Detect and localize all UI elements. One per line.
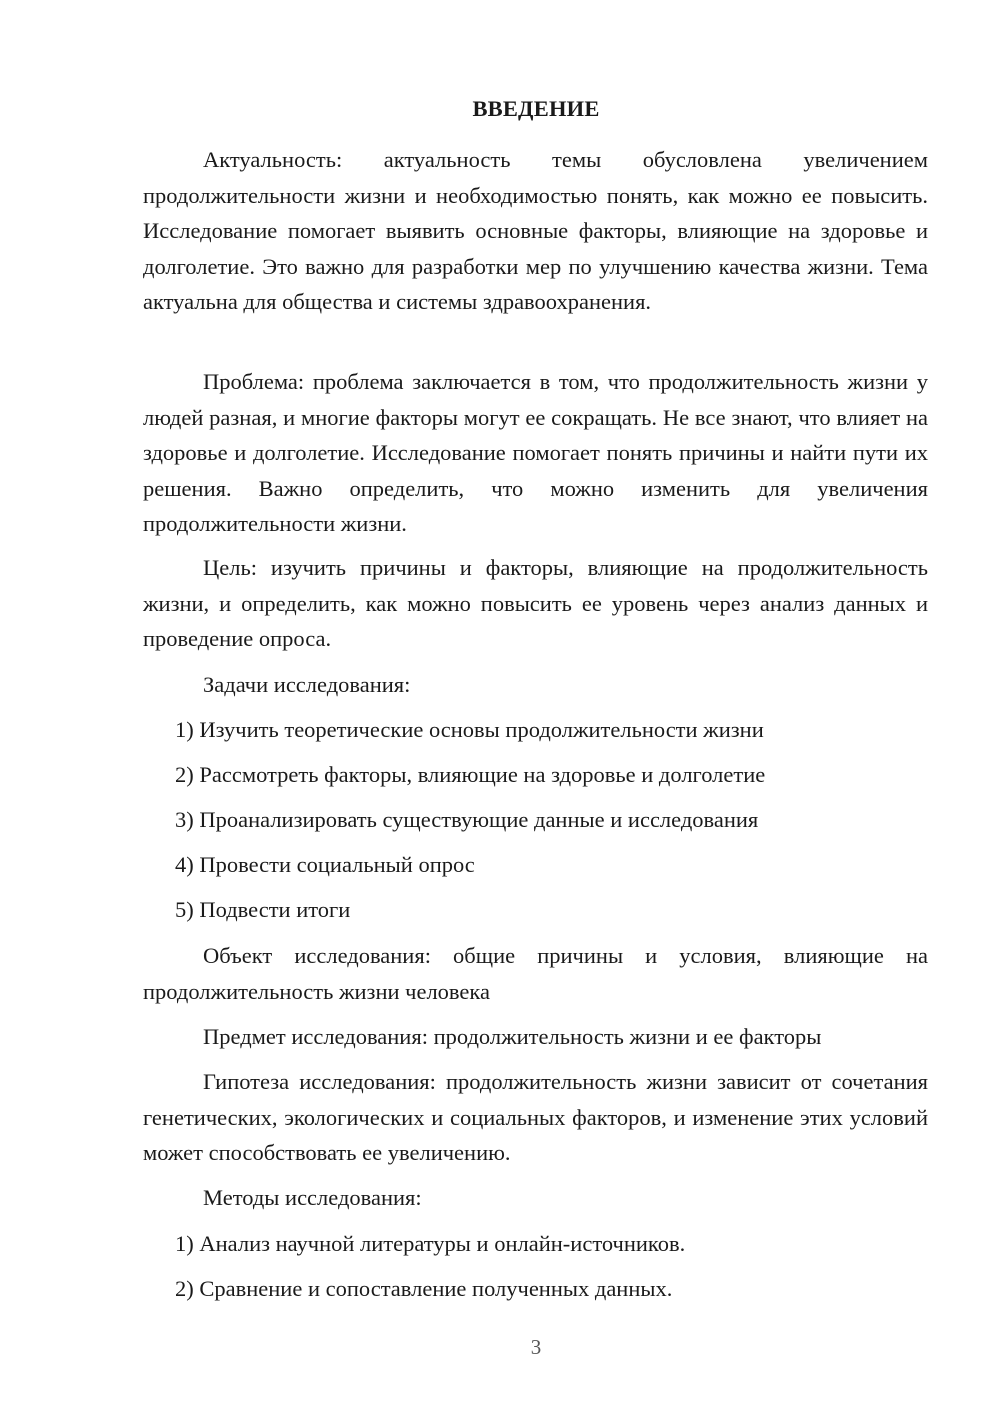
methods-title: Методы исследования: — [203, 1185, 422, 1210]
task-item-5-block — [143, 892, 928, 928]
hypothesis-paragraph: Гипотеза исследования: продолжительность жизни зависит от сочетания генетических, экологических и социальных факторов, и изменение этих условий может способствовать ее увеличению. — [143, 1069, 928, 1165]
page-number: 3 — [530, 1335, 542, 1359]
goal-paragraph: Цель: изучить причины и факторы, влияющие на продолжительность жизни, и определить, как можно повысить ее уровень через анализ данных и проведение опроса. — [143, 555, 928, 651]
task-item-4-block — [143, 847, 928, 883]
list-item: 3) Проанализировать существующие данные и исследования — [175, 807, 759, 832]
problem-block — [143, 364, 928, 542]
hypothesis-block — [143, 1064, 928, 1171]
subject-block — [143, 1019, 928, 1055]
method-item-2-block — [143, 1271, 928, 1307]
task-item-2-block — [143, 757, 928, 793]
subject-paragraph: Предмет исследования: продолжительность жизни и ее факторы — [203, 1024, 822, 1049]
problem-paragraph: Проблема: проблема заключается в том, что продолжительность жизни у людей разная, и многие факторы могут ее сокращать. Не все знают, что влияет на здоровье и долголетие. Исследование помогает понять причины и найти пути их решения. Важно определить, что можно изменить для увеличения продолжительности жизни. — [143, 369, 928, 536]
list-item: 1) Изучить теоретические основы продолжительности жизни — [175, 717, 764, 742]
relevance-block — [143, 142, 928, 320]
method-item-1-block — [143, 1226, 928, 1262]
list-item: 5) Подвести итоги — [175, 897, 351, 922]
object-block — [143, 938, 928, 1009]
tasks-title: Задачи исследования: — [203, 672, 411, 697]
relevance-paragraph: Актуальность: актуальность темы обусловлена увеличением продолжительности жизни и необходимостью понять, как можно ее повысить. Исследование помогает выявить основные факторы, влияющие на здоровье и долголетие. Это важно для разработки мер по улучшению качества жизни. Тема актуальна для общества и системы здравоохранения. — [143, 147, 928, 314]
list-item: 2) Рассмотреть факторы, влияющие на здоровье и долголетие — [175, 762, 766, 787]
list-item: 4) Провести социальный опрос — [175, 852, 475, 877]
methods-title-block — [143, 1180, 928, 1216]
task-item-3-block — [143, 802, 928, 838]
list-item: 2) Сравнение и сопоставление полученных данных. — [175, 1276, 673, 1301]
list-item: 1) Анализ научной литературы и онлайн-источников. — [175, 1231, 686, 1256]
object-paragraph: Объект исследования: общие причины и условия, влияющие на продолжительность жизни человека — [143, 943, 928, 1004]
tasks-title-block — [143, 667, 928, 703]
goal-block — [143, 550, 928, 657]
page-title: ВВЕДЕНИЕ — [472, 96, 600, 121]
task-item-1-block — [143, 712, 928, 748]
